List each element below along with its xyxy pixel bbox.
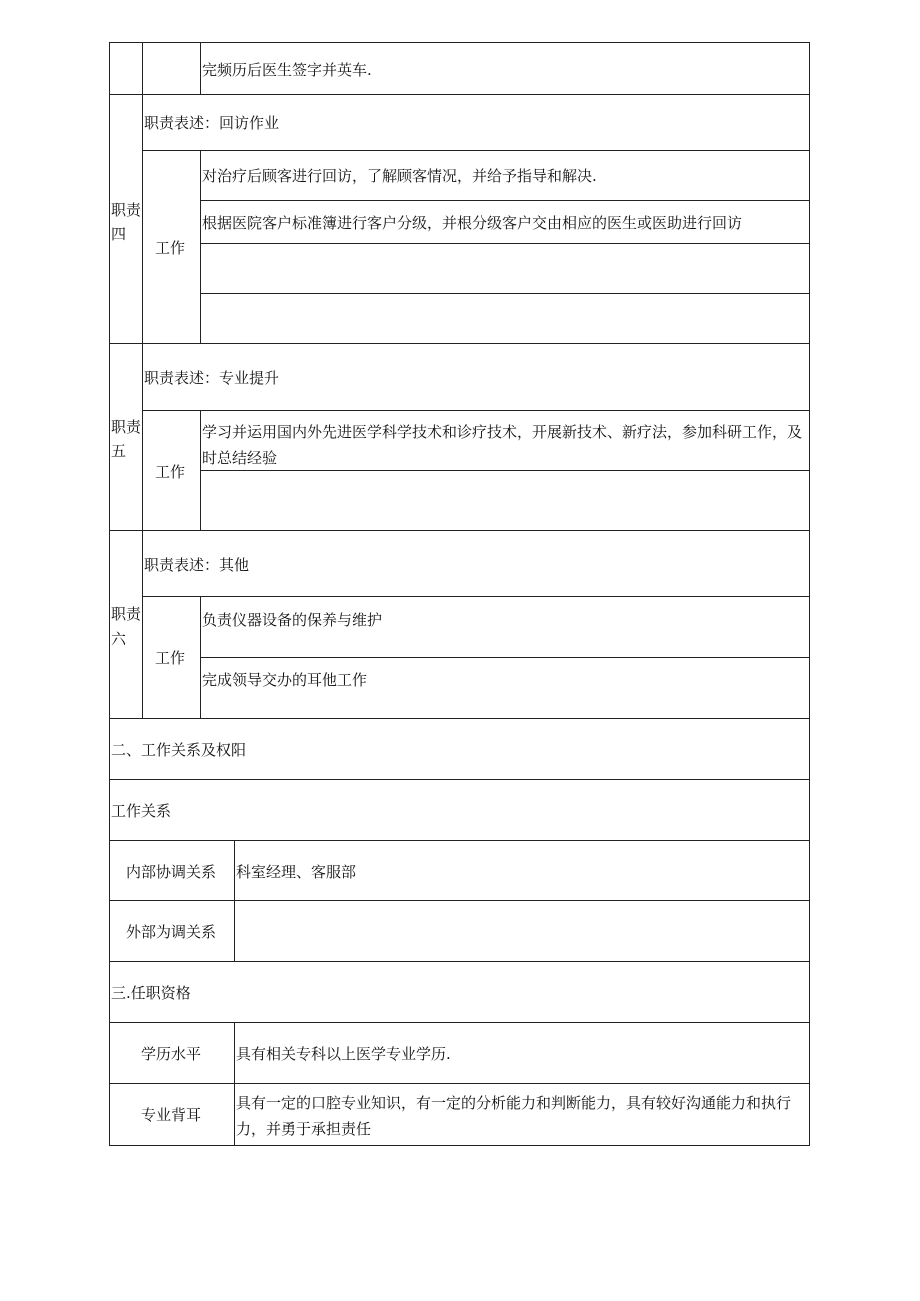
section3-title: 三.任职资格	[111, 984, 191, 1002]
education-value: 具有相关专科以上医学专业学历.	[236, 1045, 451, 1063]
duty5-description-cell	[142, 343, 810, 411]
section2-title: 二、工作关系及权阳	[111, 741, 247, 759]
duty5-label-line2: 五	[111, 442, 127, 460]
duty6-work-label-cell	[142, 596, 201, 719]
duty6-task-2: 完成领导交办的耳他工作	[202, 671, 368, 689]
duty6-label-cell	[109, 530, 143, 719]
top-row-label-cell	[109, 42, 143, 95]
duty6-task-1: 负责仪器设备的保养与维护	[202, 611, 383, 629]
duty5-task-2-cell	[200, 470, 810, 531]
duty6-work-label: 工作	[155, 649, 186, 667]
external-relation-label-cell	[109, 900, 235, 962]
internal-relation-value-cell	[234, 840, 810, 901]
duty6-description: 职责表述：其他	[144, 556, 250, 574]
duty4-task-1-cell	[200, 150, 810, 201]
duty4-task-2: 根据医院客户标准簿进行客户分级，并根分级客户交由相应的医生或医助进行回访	[202, 214, 743, 232]
section3-title-cell	[109, 961, 810, 1023]
duty4-work-label: 工作	[155, 239, 186, 257]
duty4-label-line1: 职责	[111, 201, 142, 219]
top-row-task-text: 完频历后医生签字并英车.	[202, 61, 372, 79]
duty4-label-cell	[109, 94, 143, 344]
duty5-description: 职责表述：专业提升	[144, 369, 280, 387]
internal-relation-label: 内部协调关系	[126, 863, 217, 881]
education-value-cell	[234, 1022, 810, 1084]
duty4-task-4-cell	[200, 293, 810, 344]
internal-relation-label-cell	[109, 840, 235, 901]
duty4-task-1: 对治疗后顾客进行回访，了解顾客情况，并给予指导和解决.	[202, 167, 597, 185]
duty5-work-label: 工作	[155, 463, 186, 481]
section2-subtitle-cell	[109, 779, 810, 841]
education-label: 学历水平	[141, 1045, 202, 1063]
duty5-label-cell	[109, 343, 143, 531]
education-label-cell	[109, 1022, 235, 1084]
duty5-label-line1: 职责	[111, 418, 142, 436]
section2-subtitle: 工作关系	[111, 802, 172, 820]
duty6-task-1-cell	[200, 596, 810, 658]
duty4-work-label-cell	[142, 150, 201, 344]
background-label: 专业背耳	[141, 1106, 202, 1124]
duty6-label-line1: 职责	[111, 605, 142, 623]
external-relation-label: 外部为调关系	[126, 923, 217, 941]
top-row-task-cell	[200, 42, 810, 95]
duty6-description-cell	[142, 530, 810, 597]
duty4-task-2-cell	[200, 200, 810, 244]
internal-relation-value: 科室经理、客服部	[236, 863, 357, 881]
duty6-label-line2: 六	[111, 630, 127, 648]
top-row-sublabel-cell	[142, 42, 201, 95]
duty4-task-3-cell	[200, 243, 810, 294]
duty6-task-2-cell	[200, 657, 810, 719]
duty5-task-1: 学习并运用国内外先进医学科学技术和诊疗技术，开展新技术、新疗法，参加科研工作，及时总结经验	[202, 423, 803, 467]
background-label-cell	[109, 1083, 235, 1146]
duty5-task-1-cell	[200, 410, 810, 471]
section2-title-cell	[109, 718, 810, 780]
background-value-cell	[234, 1083, 810, 1146]
duty4-label-line2: 四	[111, 225, 127, 243]
duty4-description: 职责表述：回访作业	[144, 114, 280, 132]
duty4-description-cell	[142, 94, 810, 151]
duty5-work-label-cell	[142, 410, 201, 531]
background-value: 具有一定的口腔专业知识，有一定的分析能力和判断能力，具有较好沟通能力和执行力，并勇于承担责任	[236, 1094, 792, 1138]
external-relation-value-cell	[234, 900, 810, 962]
